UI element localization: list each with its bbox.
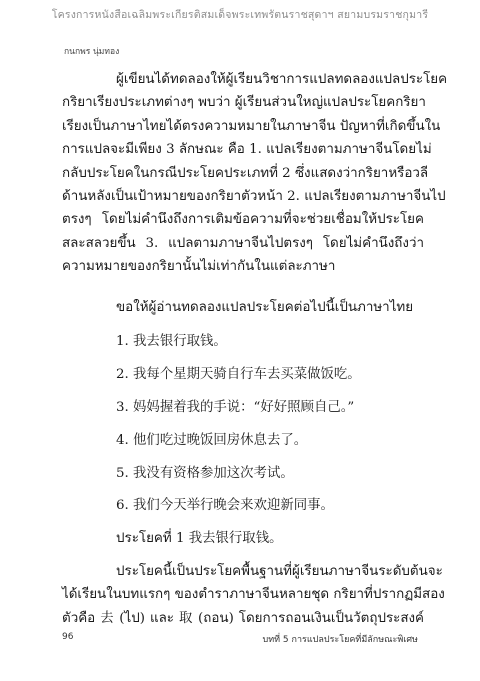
paragraph-line: กลับประโยคในกรณีประโยคประเภทที่ 2 ซึ่งแสดงว่ากริยาหรือวลี xyxy=(62,165,429,181)
exercise-intro: ขอให้ผู้อ่านทดลองแปลประโยคต่อไปนี้เป็นภาษาไทย xyxy=(116,300,414,315)
running-header: โครงการหนังสือเฉลิมพระเกียรติสมเด็จพระเทพรัตนราชสุดาฯ สยามบรมราชกุมารี xyxy=(51,9,429,21)
paragraph-line: สละสลวยขึ้น 3. แปลตามภาษาจีนไปตรงๆ โดยไม่คำนึงถึงว่า xyxy=(62,235,424,251)
paragraph-2 xyxy=(62,560,445,630)
paragraph-line: เรียงเป็นภาษาไทยได้ตรงความหมายในภาษาจีน ปัญหาที่เกิดขึ้นใน xyxy=(62,118,441,134)
paragraph-line: ตรงๆ โดยไม่คำนึงถึงการเติมข้อความที่จะช่วยเชื่อมให้ประโยค xyxy=(62,212,424,228)
example-sentence-5: 5. 我没有资格参加这次考试。 xyxy=(116,466,294,481)
example-sentence-1: 1. 我去银行取钱。 xyxy=(116,334,227,349)
paragraph-line: ความหมายของกริยานั้นไม่เท่ากันในแต่ละภาษา xyxy=(62,259,336,275)
paragraph-line: ได้เรียนในบทแรกๆ ของตำราภาษาจีนหลายชุด กริยาที่ปรากฏมีสอง xyxy=(62,587,445,603)
author-name: กนกพร นุ่มทอง xyxy=(64,47,120,57)
paragraph-line: ด้านหลังเป็นเป้าหมายของกริยาตัวหน้า 2. แปลเรียงตามภาษาจีนไป xyxy=(62,189,446,205)
paragraph-line: ประโยคนี้เป็นประโยคพื้นฐานที่ผู้เรียนภาษาจีนระดับต้นจะ xyxy=(116,564,443,579)
example-sentence-4: 4. 他们吃过晚饭回房休息去了。 xyxy=(116,433,308,448)
chapter-title-footer: บทที่ 5 การแปลประโยคที่มีลักษณะพิเศษ xyxy=(262,635,418,645)
page-number: 96 xyxy=(62,632,74,642)
example-sentence-2: 2. 我每个星期天骑自行车去买菜做饭吃。 xyxy=(116,367,361,382)
paragraph-line: การแปลจะมีเพียง 3 ลักษณะ คือ 1. แปลเรียงตามภาษาจีนโดยไม่ xyxy=(62,142,432,158)
section-subheading: ประโยคที่ 1 我去银行取钱。 xyxy=(116,531,283,546)
paragraph-line: ผู้เขียนได้ทดลองให้ผู้เรียนวิชาการแปลทดลองแปลประโยค xyxy=(116,72,448,87)
paragraph-line: กริยาเรียงประเภทต่างๆ พบว่า ผู้เรียนส่วนใหญ่แปลประโยคกริยา xyxy=(62,95,426,111)
paragraph-1 xyxy=(62,68,448,279)
example-sentence-3: 3. 妈妈握着我的手说：“好好照顾自己。” xyxy=(116,400,355,415)
example-sentence-6: 6. 我们今天举行晚会来欢迎新同事。 xyxy=(116,498,334,513)
paragraph-line: ตัวคือ 去 (ไป) และ 取 (ถอน) โดยการถอนเงินเป็นวัตถุประสงค์ xyxy=(62,610,424,626)
